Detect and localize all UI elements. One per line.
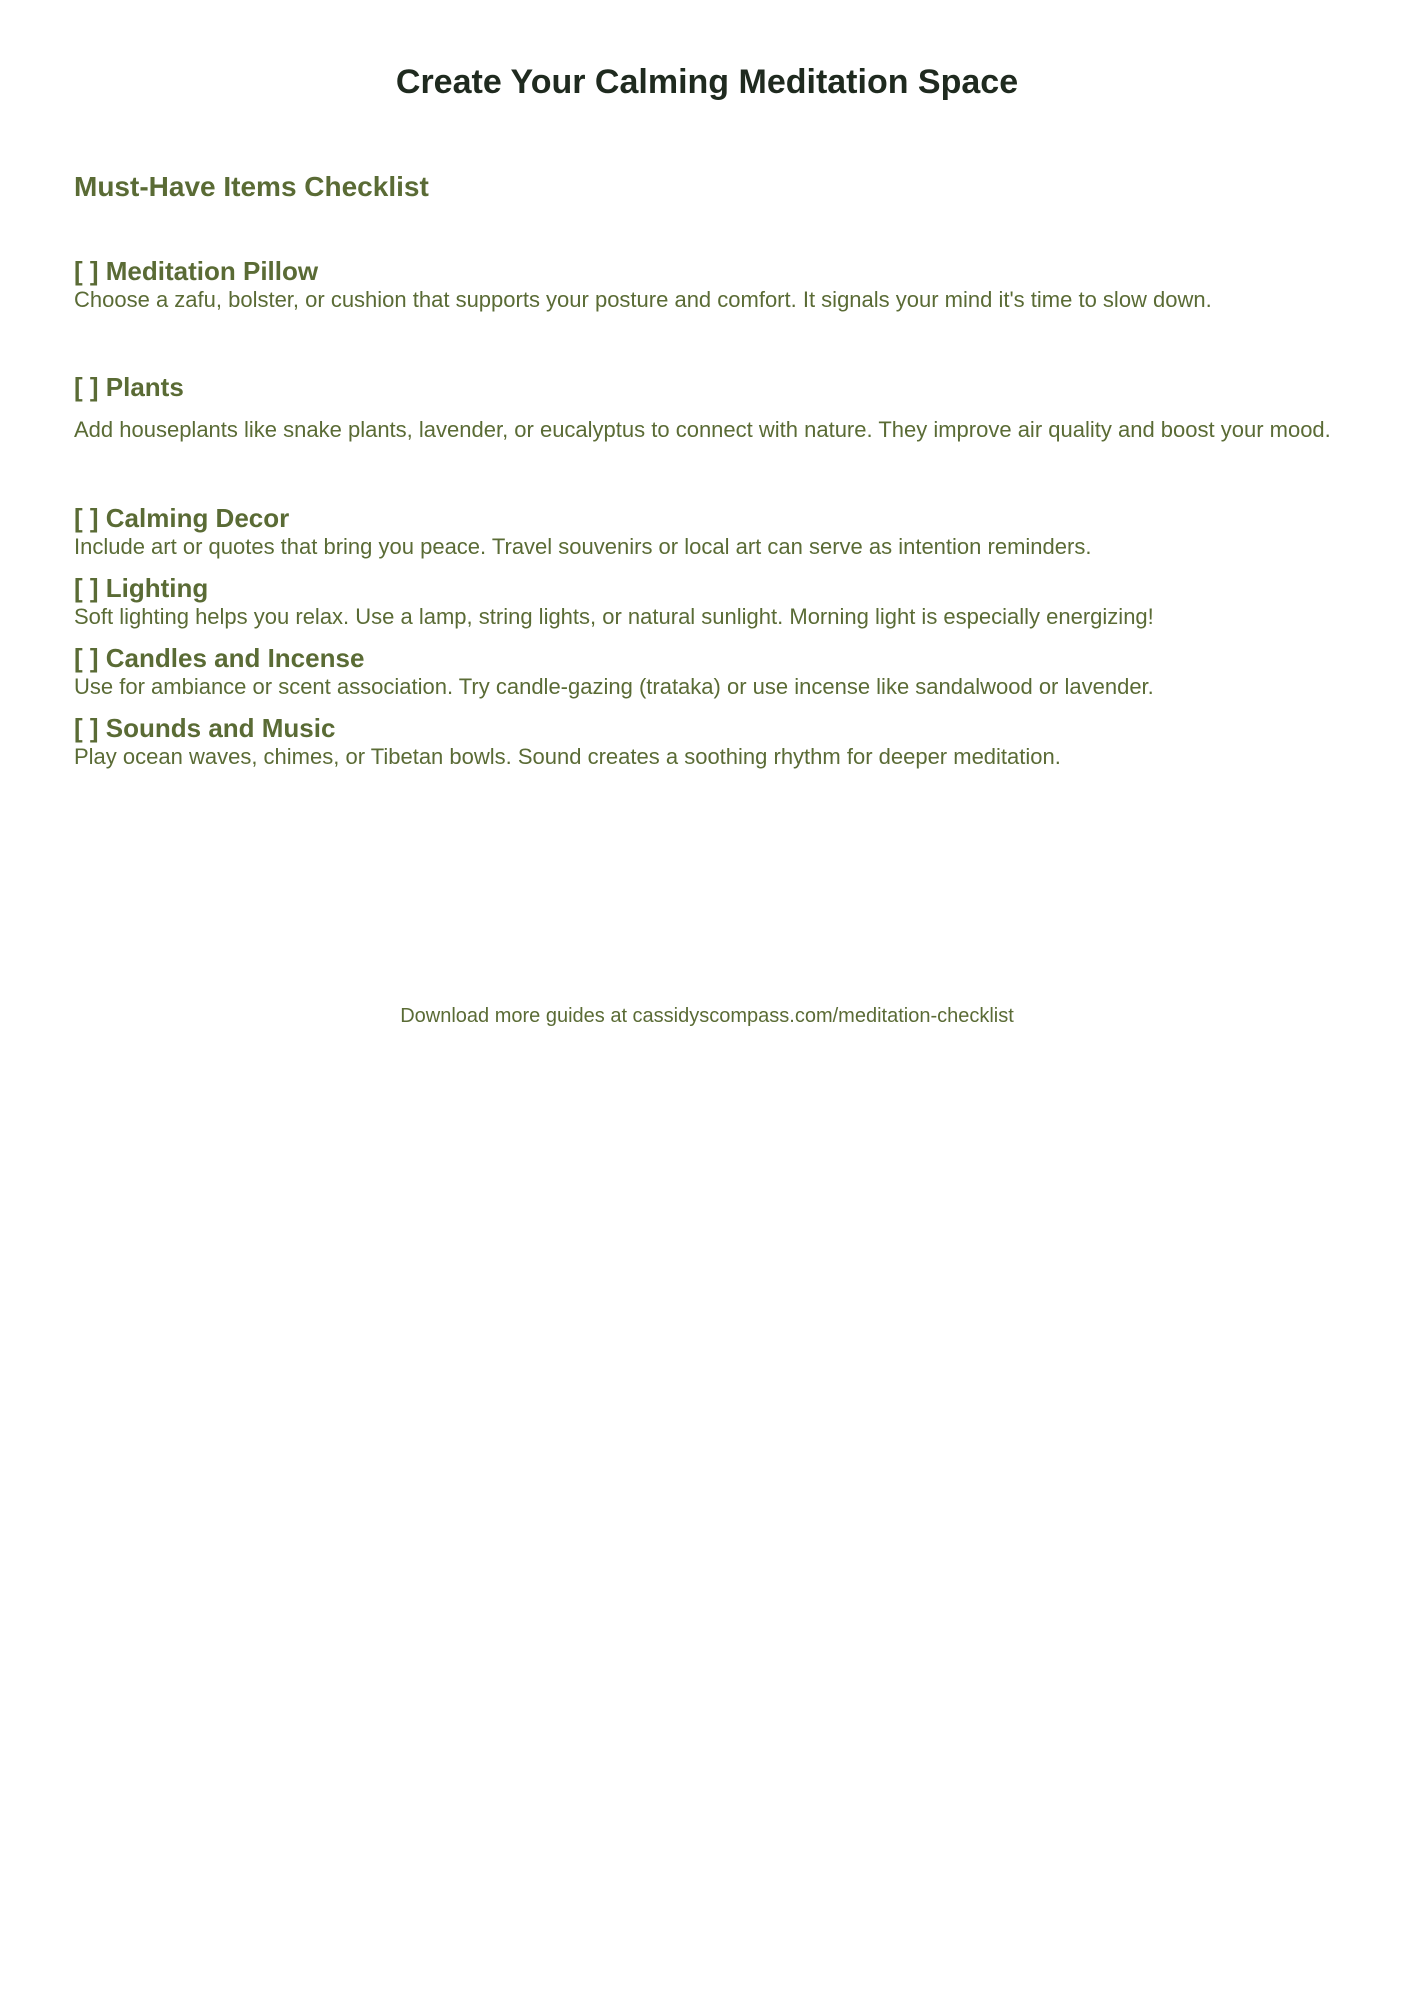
checklist-item-sounds-music	[74, 713, 1354, 771]
checklist-item-title: [ ] Candles and Incense	[74, 643, 365, 673]
checklist-item-title: [ ] Plants	[74, 372, 184, 402]
checklist-item-description: Use for ambiance or scent association. Try candle-gazing (trataka) or use incense like sandalwood or lavender.	[74, 674, 1154, 700]
checklist-item-description: Choose a zafu, bolster, or cushion that supports your posture and comfort. It signals your mind it's time to slow down.	[74, 287, 1212, 313]
section-heading: Must-Have Items Checklist	[74, 171, 429, 202]
checklist-item-description: Play ocean waves, chimes, or Tibetan bowls. Sound creates a soothing rhythm for deeper meditation.	[74, 744, 1061, 770]
checklist-item-description: Soft lighting helps you relax. Use a lamp, string lights, or natural sunlight. Morning light is especially energizing!	[74, 604, 1154, 630]
checklist-item-title: [ ] Meditation Pillow	[74, 256, 319, 286]
checklist-item-meditation-pillow	[74, 256, 1354, 314]
page-title: Create Your Calming Meditation Space	[395, 63, 1019, 101]
checklist-item-description: Include art or quotes that bring you peace. Travel souvenirs or local art can serve as intention reminders.	[74, 534, 1092, 560]
checklist-item-description: Add houseplants like snake plants, lavender, or eucalyptus to connect with nature. They improve air quality and boost your mood.	[74, 417, 1331, 443]
checklist-item-candles-incense	[74, 643, 1354, 701]
footer-download-link: Download more guides at cassidyscompass.com/meditation-checklist	[400, 1005, 1014, 1027]
checklist-item-title: [ ] Calming Decor	[74, 503, 290, 533]
checklist-item-calming-decor	[74, 503, 1354, 561]
checklist-item-title: [ ] Sounds and Music	[74, 713, 336, 743]
checklist-item-title: [ ] Lighting	[74, 573, 209, 603]
checklist-item-lighting	[74, 573, 1354, 631]
checklist-item-plants	[74, 372, 1354, 453]
